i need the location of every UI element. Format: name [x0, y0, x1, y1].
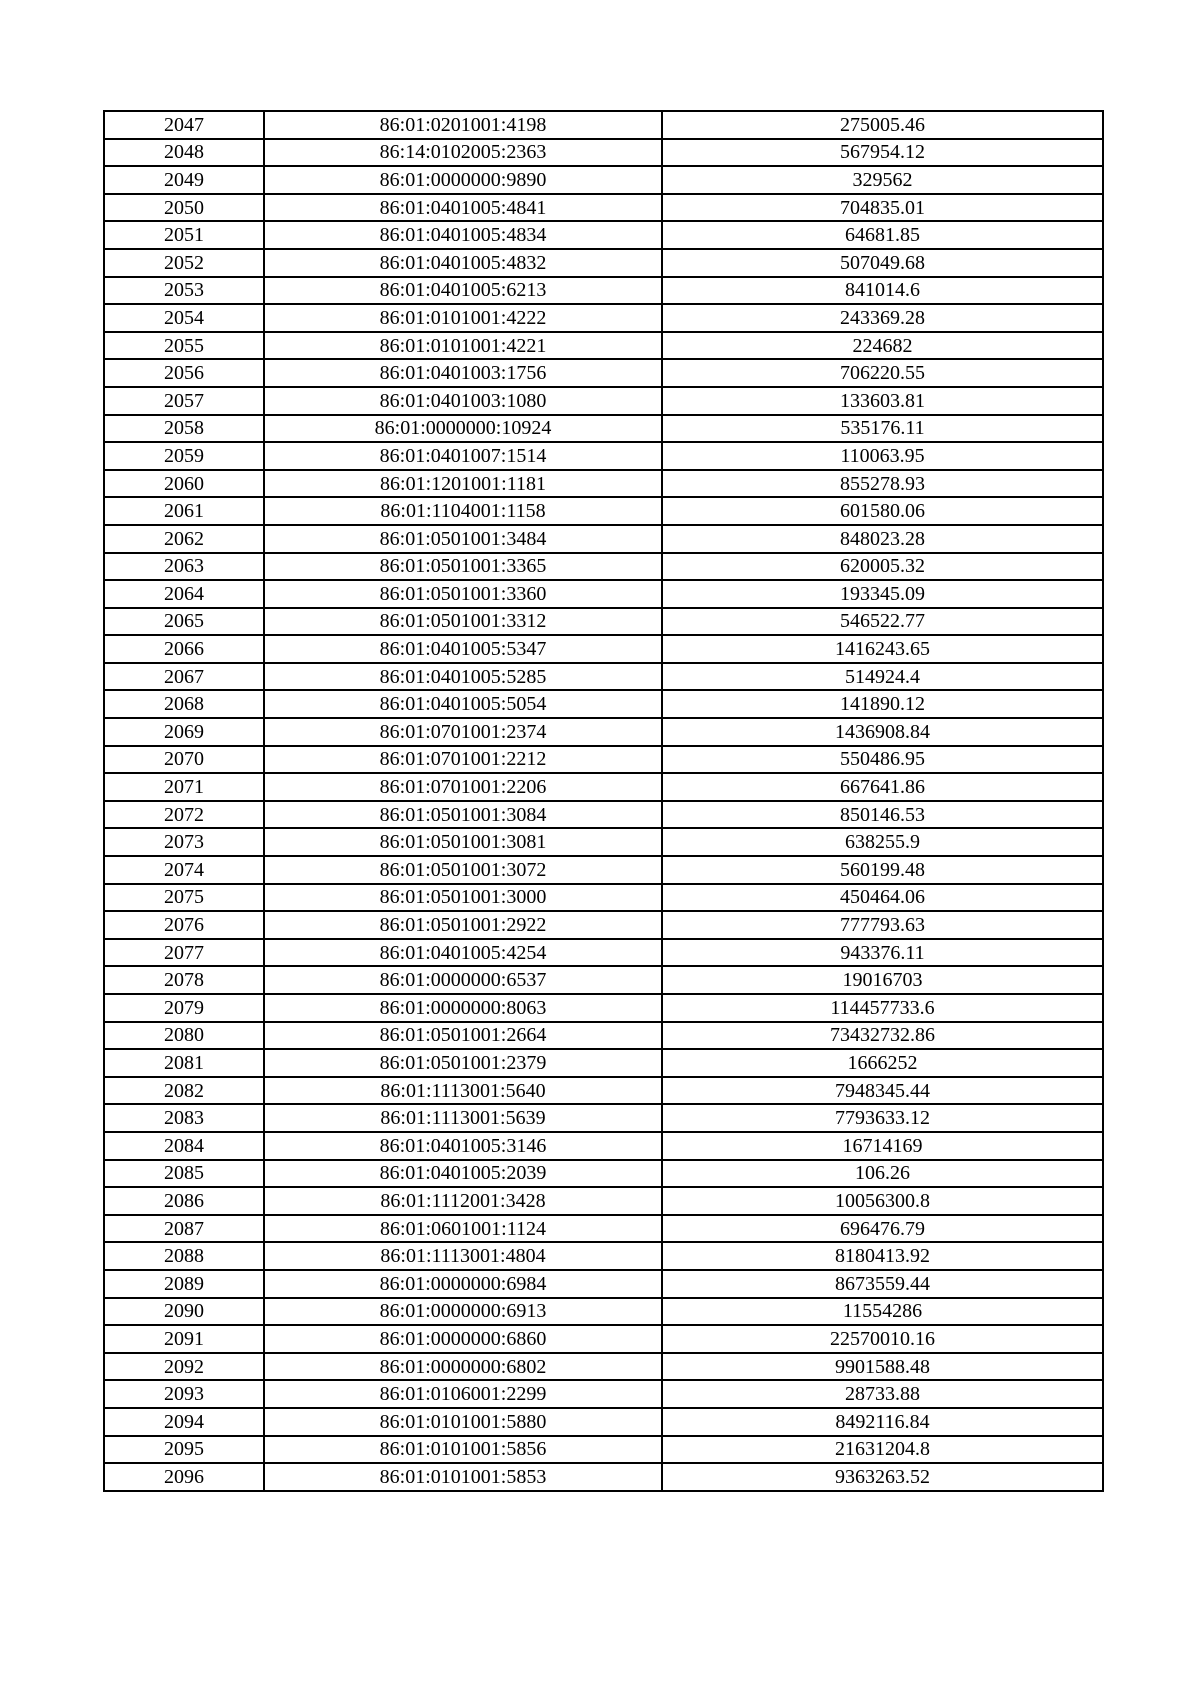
table-row — [104, 994, 1103, 1022]
value-cell: 507049.68 — [662, 249, 1103, 277]
value-cell: 706220.55 — [662, 359, 1103, 387]
table-row — [104, 111, 1103, 139]
row-number-cell: 2082 — [104, 1077, 264, 1105]
row-number-cell: 2052 — [104, 249, 264, 277]
value-cell: 193345.09 — [662, 580, 1103, 608]
value-cell: 841014.6 — [662, 277, 1103, 305]
table-row — [104, 773, 1103, 801]
cadastral-number-cell: 86:01:0501001:2922 — [264, 911, 662, 939]
cadastral-value-table — [103, 110, 1104, 1492]
cadastral-number-cell: 86:01:0701001:2206 — [264, 773, 662, 801]
value-cell: 704835.01 — [662, 194, 1103, 222]
table-row — [104, 1353, 1103, 1381]
value-cell: 855278.93 — [662, 470, 1103, 498]
cadastral-number-cell: 86:01:0000000:6802 — [264, 1353, 662, 1381]
table-row — [104, 1380, 1103, 1408]
row-number-cell: 2056 — [104, 359, 264, 387]
value-cell: 133603.81 — [662, 387, 1103, 415]
cadastral-number-cell: 86:01:0501001:3081 — [264, 828, 662, 856]
value-cell: 275005.46 — [662, 111, 1103, 139]
value-cell: 16714169 — [662, 1132, 1103, 1160]
table-row — [104, 1463, 1103, 1491]
row-number-cell: 2065 — [104, 608, 264, 636]
table-row — [104, 939, 1103, 967]
value-cell: 110063.95 — [662, 442, 1103, 470]
cadastral-number-cell: 86:01:0701001:2212 — [264, 746, 662, 774]
row-number-cell: 2079 — [104, 994, 264, 1022]
value-cell: 9901588.48 — [662, 1353, 1103, 1381]
cadastral-number-cell: 86:01:0000000:8063 — [264, 994, 662, 1022]
table-row — [104, 304, 1103, 332]
cadastral-number-cell: 86:01:0101001:4221 — [264, 332, 662, 360]
row-number-cell: 2068 — [104, 690, 264, 718]
row-number-cell: 2060 — [104, 470, 264, 498]
row-number-cell: 2088 — [104, 1242, 264, 1270]
row-number-cell: 2049 — [104, 166, 264, 194]
row-number-cell: 2047 — [104, 111, 264, 139]
cadastral-number-cell: 86:01:0501001:3000 — [264, 884, 662, 912]
table-row — [104, 497, 1103, 525]
row-number-cell: 2085 — [104, 1160, 264, 1188]
row-number-cell: 2071 — [104, 773, 264, 801]
value-cell: 106.26 — [662, 1160, 1103, 1188]
row-number-cell: 2073 — [104, 828, 264, 856]
row-number-cell: 2090 — [104, 1298, 264, 1326]
table-row — [104, 1270, 1103, 1298]
row-number-cell: 2076 — [104, 911, 264, 939]
table-row — [104, 1132, 1103, 1160]
cadastral-number-cell: 86:01:0000000:6860 — [264, 1325, 662, 1353]
value-cell: 28733.88 — [662, 1380, 1103, 1408]
row-number-cell: 2080 — [104, 1022, 264, 1050]
value-cell: 1416243.65 — [662, 635, 1103, 663]
cadastral-number-cell: 86:01:0601001:1124 — [264, 1215, 662, 1243]
table-row — [104, 1077, 1103, 1105]
table-row — [104, 442, 1103, 470]
row-number-cell: 2063 — [104, 553, 264, 581]
value-cell: 9363263.52 — [662, 1463, 1103, 1491]
table-row — [104, 1049, 1103, 1077]
row-number-cell: 2051 — [104, 221, 264, 249]
row-number-cell: 2094 — [104, 1408, 264, 1436]
table-row — [104, 746, 1103, 774]
table-row — [104, 277, 1103, 305]
cadastral-number-cell: 86:01:0401005:5054 — [264, 690, 662, 718]
cadastral-number-cell: 86:01:0401005:5285 — [264, 663, 662, 691]
table-row — [104, 1408, 1103, 1436]
cadastral-number-cell: 86:01:0101001:5856 — [264, 1436, 662, 1464]
value-cell: 224682 — [662, 332, 1103, 360]
cadastral-number-cell: 86:01:0201001:4198 — [264, 111, 662, 139]
row-number-cell: 2096 — [104, 1463, 264, 1491]
table-row — [104, 966, 1103, 994]
value-cell: 450464.06 — [662, 884, 1103, 912]
value-cell: 141890.12 — [662, 690, 1103, 718]
cadastral-number-cell: 86:01:0401005:4254 — [264, 939, 662, 967]
row-number-cell: 2072 — [104, 801, 264, 829]
value-cell: 11554286 — [662, 1298, 1103, 1326]
table-row — [104, 1436, 1103, 1464]
table-row — [104, 194, 1103, 222]
cadastral-number-cell: 86:01:0501001:2664 — [264, 1022, 662, 1050]
cadastral-number-cell: 86:01:0501001:3312 — [264, 608, 662, 636]
row-number-cell: 2078 — [104, 966, 264, 994]
cadastral-number-cell: 86:01:0501001:3072 — [264, 856, 662, 884]
cadastral-number-cell: 86:01:0401005:5347 — [264, 635, 662, 663]
cadastral-number-cell: 86:01:0000000:10924 — [264, 415, 662, 443]
cadastral-number-cell: 86:01:1112001:3428 — [264, 1187, 662, 1215]
value-cell: 114457733.6 — [662, 994, 1103, 1022]
value-cell: 546522.77 — [662, 608, 1103, 636]
value-cell: 620005.32 — [662, 553, 1103, 581]
row-number-cell: 2086 — [104, 1187, 264, 1215]
table-row — [104, 1325, 1103, 1353]
row-number-cell: 2067 — [104, 663, 264, 691]
value-cell: 21631204.8 — [662, 1436, 1103, 1464]
cadastral-number-cell: 86:01:0401003:1080 — [264, 387, 662, 415]
table-row — [104, 718, 1103, 746]
value-cell: 73432732.86 — [662, 1022, 1103, 1050]
table-row — [104, 387, 1103, 415]
table-row — [104, 1242, 1103, 1270]
table-row — [104, 690, 1103, 718]
cadastral-number-cell: 86:01:0401005:2039 — [264, 1160, 662, 1188]
row-number-cell: 2083 — [104, 1104, 264, 1132]
row-number-cell: 2075 — [104, 884, 264, 912]
value-cell: 7793633.12 — [662, 1104, 1103, 1132]
row-number-cell: 2054 — [104, 304, 264, 332]
table-row — [104, 663, 1103, 691]
table-row — [104, 470, 1103, 498]
value-cell: 8673559.44 — [662, 1270, 1103, 1298]
value-cell: 696476.79 — [662, 1215, 1103, 1243]
value-cell: 848023.28 — [662, 525, 1103, 553]
value-cell: 550486.95 — [662, 746, 1103, 774]
row-number-cell: 2064 — [104, 580, 264, 608]
cadastral-number-cell: 86:01:1113001:5639 — [264, 1104, 662, 1132]
row-number-cell: 2081 — [104, 1049, 264, 1077]
value-cell: 19016703 — [662, 966, 1103, 994]
cadastral-number-cell: 86:01:1113001:4804 — [264, 1242, 662, 1270]
cadastral-number-cell: 86:01:1104001:1158 — [264, 497, 662, 525]
cadastral-number-cell: 86:01:0501001:2379 — [264, 1049, 662, 1077]
table-row — [104, 525, 1103, 553]
table-row — [104, 1160, 1103, 1188]
cadastral-number-cell: 86:01:0106001:2299 — [264, 1380, 662, 1408]
table-row — [104, 415, 1103, 443]
row-number-cell: 2050 — [104, 194, 264, 222]
row-number-cell: 2070 — [104, 746, 264, 774]
cadastral-number-cell: 86:01:0501001:3360 — [264, 580, 662, 608]
value-cell: 1436908.84 — [662, 718, 1103, 746]
cadastral-number-cell: 86:01:1201001:1181 — [264, 470, 662, 498]
row-number-cell: 2062 — [104, 525, 264, 553]
cadastral-number-cell: 86:01:0000000:9890 — [264, 166, 662, 194]
cadastral-number-cell: 86:01:0401005:4832 — [264, 249, 662, 277]
cadastral-number-cell: 86:01:0401005:3146 — [264, 1132, 662, 1160]
cadastral-number-cell: 86:01:0000000:6984 — [264, 1270, 662, 1298]
cadastral-number-cell: 86:01:0101001:4222 — [264, 304, 662, 332]
cadastral-number-cell: 86:01:0000000:6537 — [264, 966, 662, 994]
row-number-cell: 2057 — [104, 387, 264, 415]
table-row — [104, 1215, 1103, 1243]
table-row — [104, 828, 1103, 856]
value-cell: 667641.86 — [662, 773, 1103, 801]
value-cell: 560199.48 — [662, 856, 1103, 884]
cadastral-number-cell: 86:01:0401005:4834 — [264, 221, 662, 249]
value-cell: 10056300.8 — [662, 1187, 1103, 1215]
table-row — [104, 221, 1103, 249]
table-row — [104, 801, 1103, 829]
table-row — [104, 911, 1103, 939]
table-row — [104, 166, 1103, 194]
table-row — [104, 635, 1103, 663]
cadastral-number-cell: 86:01:0401005:4841 — [264, 194, 662, 222]
table-row — [104, 332, 1103, 360]
row-number-cell: 2093 — [104, 1380, 264, 1408]
value-cell: 64681.85 — [662, 221, 1103, 249]
row-number-cell: 2074 — [104, 856, 264, 884]
cadastral-number-cell: 86:01:0101001:5853 — [264, 1463, 662, 1491]
row-number-cell: 2095 — [104, 1436, 264, 1464]
cadastral-number-cell: 86:01:0401007:1514 — [264, 442, 662, 470]
value-cell: 850146.53 — [662, 801, 1103, 829]
row-number-cell: 2087 — [104, 1215, 264, 1243]
value-cell: 243369.28 — [662, 304, 1103, 332]
cadastral-number-cell: 86:01:0101001:5880 — [264, 1408, 662, 1436]
table-row — [104, 856, 1103, 884]
value-cell: 638255.9 — [662, 828, 1103, 856]
row-number-cell: 2069 — [104, 718, 264, 746]
row-number-cell: 2048 — [104, 139, 264, 167]
table-row — [104, 249, 1103, 277]
value-cell: 22570010.16 — [662, 1325, 1103, 1353]
table-row — [104, 608, 1103, 636]
row-number-cell: 2077 — [104, 939, 264, 967]
value-cell: 8492116.84 — [662, 1408, 1103, 1436]
table-row — [104, 1187, 1103, 1215]
table-row — [104, 139, 1103, 167]
row-number-cell: 2059 — [104, 442, 264, 470]
cadastral-number-cell: 86:01:1113001:5640 — [264, 1077, 662, 1105]
cadastral-number-cell: 86:01:0501001:3365 — [264, 553, 662, 581]
row-number-cell: 2084 — [104, 1132, 264, 1160]
cadastral-number-cell: 86:01:0000000:6913 — [264, 1298, 662, 1326]
table-row — [104, 1022, 1103, 1050]
cadastral-number-cell: 86:01:0501001:3084 — [264, 801, 662, 829]
cadastral-number-cell: 86:01:0401003:1756 — [264, 359, 662, 387]
table-row — [104, 359, 1103, 387]
row-number-cell: 2058 — [104, 415, 264, 443]
value-cell: 514924.4 — [662, 663, 1103, 691]
table-body — [104, 111, 1103, 1491]
value-cell: 8180413.92 — [662, 1242, 1103, 1270]
table-row — [104, 580, 1103, 608]
row-number-cell: 2061 — [104, 497, 264, 525]
value-cell: 1666252 — [662, 1049, 1103, 1077]
value-cell: 601580.06 — [662, 497, 1103, 525]
value-cell: 567954.12 — [662, 139, 1103, 167]
value-cell: 7948345.44 — [662, 1077, 1103, 1105]
table-row — [104, 553, 1103, 581]
cadastral-number-cell: 86:01:0501001:3484 — [264, 525, 662, 553]
row-number-cell: 2066 — [104, 635, 264, 663]
cadastral-number-cell: 86:01:0401005:6213 — [264, 277, 662, 305]
cadastral-number-cell: 86:01:0701001:2374 — [264, 718, 662, 746]
row-number-cell: 2089 — [104, 1270, 264, 1298]
row-number-cell: 2055 — [104, 332, 264, 360]
row-number-cell: 2091 — [104, 1325, 264, 1353]
value-cell: 329562 — [662, 166, 1103, 194]
table-row — [104, 1104, 1103, 1132]
row-number-cell: 2092 — [104, 1353, 264, 1381]
value-cell: 535176.11 — [662, 415, 1103, 443]
row-number-cell: 2053 — [104, 277, 264, 305]
value-cell: 943376.11 — [662, 939, 1103, 967]
value-cell: 777793.63 — [662, 911, 1103, 939]
cadastral-number-cell: 86:14:0102005:2363 — [264, 139, 662, 167]
table-row — [104, 1298, 1103, 1326]
table-row — [104, 884, 1103, 912]
